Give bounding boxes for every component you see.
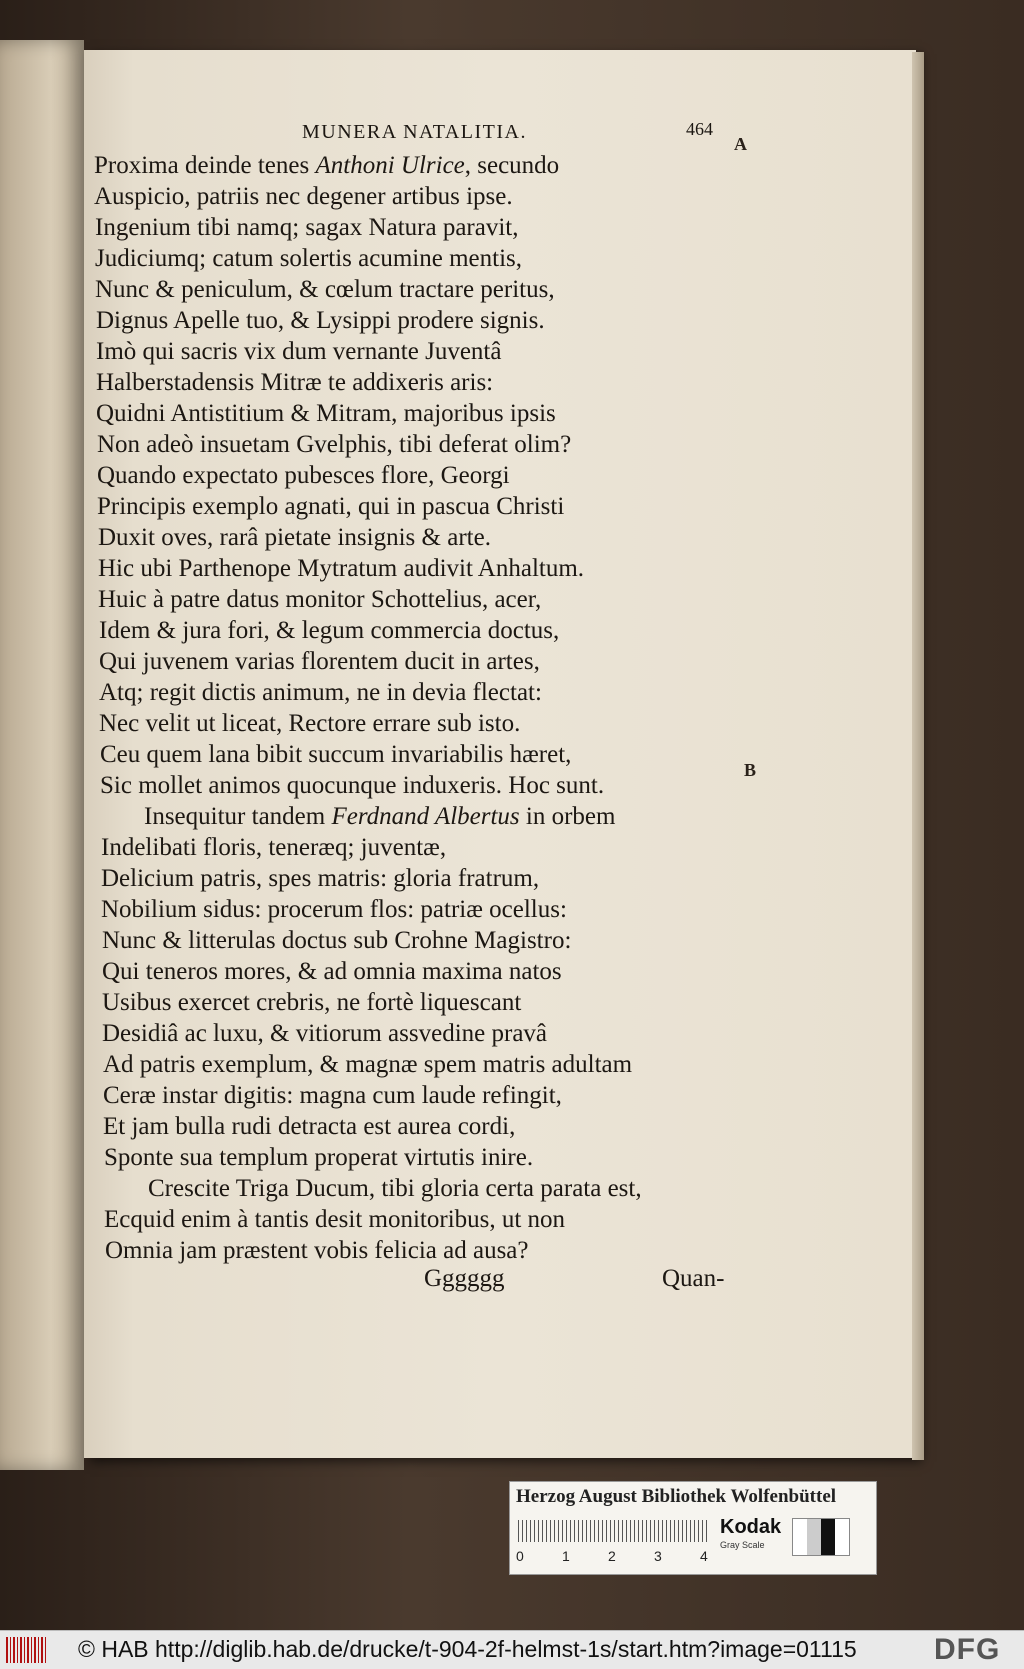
poem-line: [148, 1173, 642, 1204]
copyright-link[interactable]: © HAB http://diglib.hab.de/drucke/t-904-2f-helmst-1s/start.htm?image=01115: [78, 1636, 857, 1662]
line-text: Ad patris exemplum, & magnæ spem matris adultam: [103, 1051, 633, 1078]
line-text: Indelibati floris, teneræq; juventæ,: [101, 834, 447, 861]
line-text: Dignus Apelle tuo, & Lysippi prodere signis.: [96, 307, 545, 334]
poem-line: [94, 150, 559, 181]
poem-line: [98, 553, 584, 584]
poem-line: [103, 1111, 515, 1142]
footer-bar: [0, 1630, 1024, 1669]
ruler-number: 2: [608, 1548, 616, 1564]
margin-mark-b: B: [744, 760, 757, 780]
poem-line: [95, 243, 522, 274]
poem-line: [96, 398, 556, 429]
italic-name: Ferdnand Albertus: [331, 803, 520, 830]
poem-line: [96, 367, 493, 398]
margin-mark-a: A: [734, 134, 747, 154]
line-text: Ceræ instar digitis: magna cum laude refingit,: [103, 1082, 562, 1109]
poem-line: [99, 677, 542, 708]
line-text: Quando expectato pubesces flore, Georgi: [97, 462, 510, 489]
line-text: Proxima deinde tenes: [94, 152, 316, 179]
line-text: Sponte sua templum properat virtutis inire.: [104, 1144, 534, 1171]
kodak-brand: Kodak: [720, 1516, 782, 1538]
ruler-number: 1: [562, 1548, 570, 1564]
line-text: Auspicio, patriis nec degener artibus ipse.: [94, 183, 513, 210]
line-text: Nec velit ut liceat, Rectore errare sub isto.: [99, 710, 521, 737]
poem-line: [99, 646, 540, 677]
line-text: Huic à patre datus monitor Schottelius, acer,: [98, 586, 542, 613]
line-text: Hic ubi Parthenope Mytratum audivit Anhaltum.: [98, 555, 585, 582]
line-text: Insequitur tandem: [144, 803, 332, 830]
poem-line: [97, 429, 571, 460]
dfg-logo: DFG: [934, 1633, 1001, 1666]
page-edge: [912, 52, 924, 1460]
ruler-number: 0: [516, 1548, 524, 1564]
poem-line: [97, 460, 510, 491]
poem-line: [100, 770, 604, 801]
line-text: Duxit oves, rarâ pietate insignis & arte.: [98, 524, 491, 551]
poem-line: [99, 615, 559, 646]
line-text: Non adeò insuetam Gvelphis, tibi deferat olim?: [97, 431, 572, 458]
line-text: Nunc & litterulas doctus sub Crohne Magistro:: [102, 927, 572, 954]
poem-line: [102, 987, 521, 1018]
line-text: Omnia jam præstent vobis felicia ad ausa?: [105, 1237, 529, 1264]
hab-logo-icon: [6, 1637, 46, 1663]
ruler-numbers: [516, 1548, 746, 1564]
line-text: , secundo: [464, 152, 560, 179]
line-text: Crescite Triga Ducum, tibi gloria certa parata est,: [148, 1175, 642, 1202]
poem-line: [95, 212, 519, 243]
poem-line: [101, 832, 446, 863]
ruler-number: 4: [700, 1548, 708, 1564]
poem-line: [144, 801, 615, 832]
poem-line: [99, 708, 520, 739]
poem-line: [102, 1018, 547, 1049]
line-text: Usibus exercet crebris, ne fortè liquescant: [102, 989, 522, 1016]
poem-line: [104, 1142, 533, 1173]
line-text: Et jam bulla rudi detracta est aurea cordi,: [103, 1113, 516, 1140]
running-header: MUNERA NATALITIA.: [302, 121, 527, 143]
line-text: Ecquid enim à tantis desit monitoribus, ut non: [104, 1206, 566, 1233]
line-text: in orbem: [519, 803, 616, 830]
previous-page-edge: [0, 40, 84, 1470]
poem-line: [97, 491, 564, 522]
poem-line: [94, 181, 513, 212]
poem-line: [102, 956, 562, 987]
poem-line: [103, 1049, 632, 1080]
poem-line: [103, 1080, 562, 1111]
line-text: Atq; regit dictis animum, ne in devia flectat:: [99, 679, 542, 706]
signature-footer: Gggggg: [424, 1265, 505, 1292]
line-text: Qui juvenem varias florentem ducit in artes,: [99, 648, 540, 675]
poem-line: [98, 584, 541, 615]
line-text: Judiciumq; catum solertis acumine mentis,: [95, 245, 523, 272]
poem-line: [104, 1204, 565, 1235]
poem-line: [98, 522, 491, 553]
line-text: Qui teneros mores, & ad omnia maxima natos: [102, 958, 562, 985]
line-text: Ingenium tibi namq; sagax Natura paravit,: [95, 214, 519, 241]
poem-line: [105, 1235, 529, 1266]
ruler-scale: [518, 1520, 710, 1542]
gray-swatch: [792, 1518, 850, 1556]
line-text: Quidni Antistitium & Mitram, majoribus ipsis: [96, 400, 556, 427]
line-text: Halberstadensis Mitræ te addixeris aris:: [96, 369, 494, 396]
poem-line: [101, 894, 567, 925]
line-text: Ceu quem lana bibit succum invariabilis hæret,: [100, 741, 572, 768]
line-text: Nobilium sidus: procerum flos: patriæ ocellus:: [101, 896, 567, 923]
poem-line: [96, 305, 545, 336]
italic-name: Anthoni Ulrice: [315, 152, 465, 179]
poem-line: [95, 274, 555, 305]
library-color-target: [509, 1481, 877, 1575]
line-text: Imò qui sacris vix dum vernante Juventâ: [96, 338, 502, 365]
line-text: Desidiâ ac luxu, & vitiorum assvedine pravâ: [102, 1020, 548, 1047]
ruler-number: 3: [654, 1548, 662, 1564]
gray-scale-label: Gray Scale: [720, 1540, 765, 1550]
poem-line: [102, 925, 571, 956]
line-text: Nunc & peniculum, & cœlum tractare peritus,: [95, 276, 555, 303]
poem-line: [101, 863, 539, 894]
line-text: Delicium patris, spes matris: gloria fratrum,: [101, 865, 540, 892]
line-text: Idem & jura fori, & legum commercia doctus,: [99, 617, 560, 644]
line-text: Principis exemplo agnati, qui in pascua Christi: [97, 493, 565, 520]
poem-line: [96, 336, 501, 367]
catchword: Quan-: [662, 1265, 725, 1292]
line-text: Sic mollet animos quocunque induxeris. Hoc sunt.: [100, 772, 605, 799]
poem-line: [100, 739, 571, 770]
page-number: 464: [686, 119, 713, 139]
library-name: Herzog August Bibliothek Wolfenbüttel: [516, 1486, 837, 1507]
